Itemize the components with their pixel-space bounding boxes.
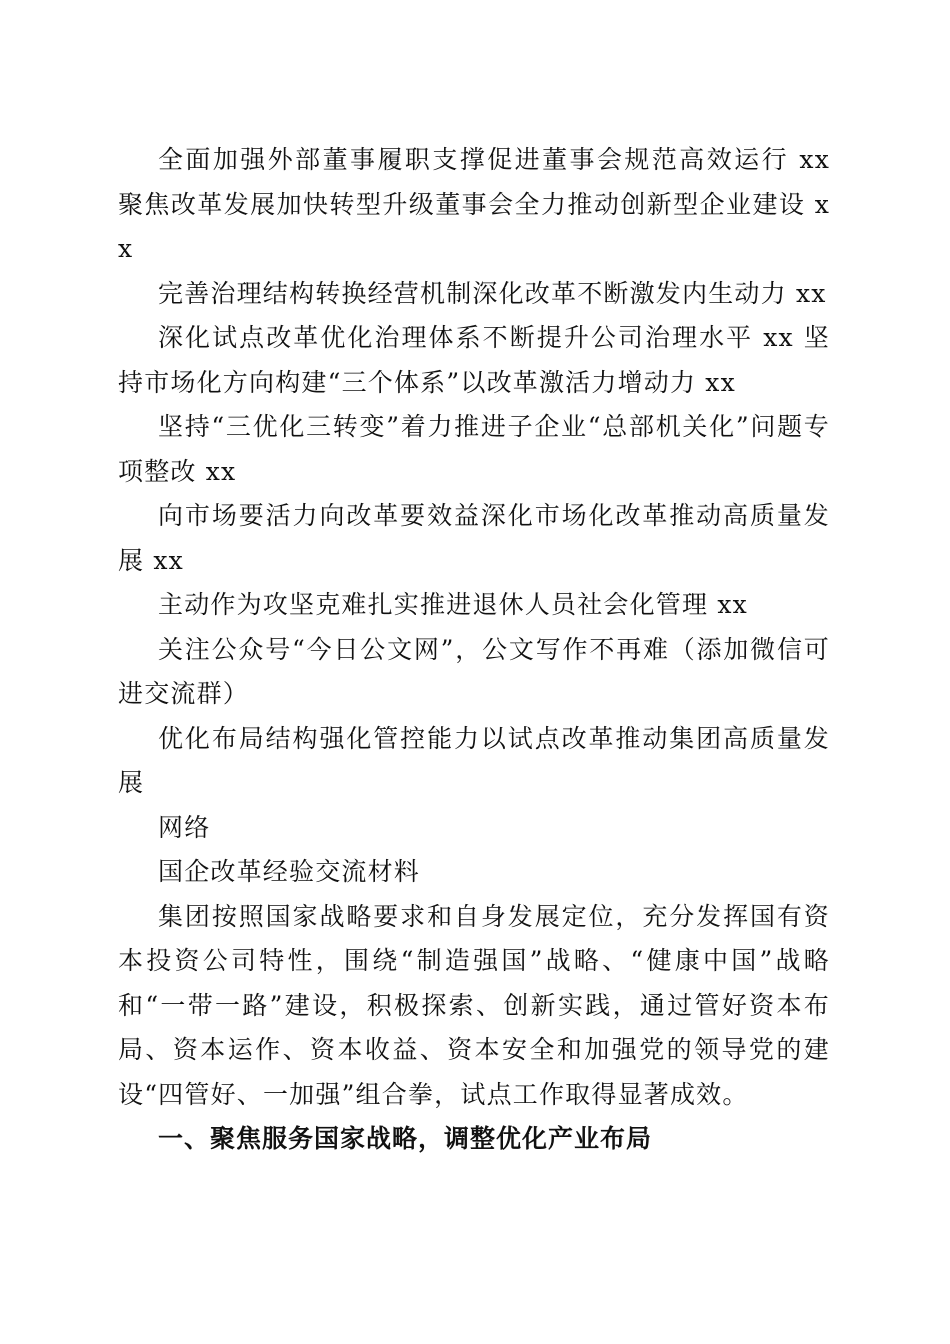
paragraph-optimize-layout: 优化布局结构强化管控能力以试点改革推动集团高质量发展 <box>118 723 830 797</box>
paragraph-title-exchange-material: 国企改革经验交流材料 <box>158 857 421 886</box>
paragraph-network: 网络 <box>158 812 211 842</box>
paragraph-board-support: 全面加强外部董事履职支撑促进董事会规范高效运行 xx 聚焦改革发展加快转型升级董事会全力推动创新型企业建设 xx <box>118 145 830 263</box>
paragraph-pilot-reform: 深化试点改革优化治理体系不断提升公司治理水平 xx 坚持市场化方向构建“三个体系”以改革激活力增动力 xx <box>118 323 830 397</box>
paragraph-market-vitality: 向市场要活力向改革要效益深化市场化改革推动高质量发展 xx <box>118 501 830 575</box>
paragraph-retiree-management: 主动作为攻坚克难扎实推进退休人员社会化管理 xx <box>158 590 748 619</box>
paragraph-governance-structure: 完善治理结构转换经营机制深化改革不断激发内生动力 xx <box>158 278 827 308</box>
paragraph-group-intro: 集团按照国家战略要求和自身发展定位，充分发挥国有资本投资公司特性，围绕“制造强国”战略、“健康中国”战略和“一带一路”建设，积极探索、创新实践，通过管好资本布局、资本运作、资本收益、资本安全和加强党的领导党的建设“四管好、一加强”组合拳，试点工作取得显著成效。 <box>118 901 830 1109</box>
document-body <box>118 138 830 1162</box>
section-heading: 一、聚焦服务国家战略，调整优化产业布局 <box>158 1124 653 1153</box>
paragraph-three-optimizations: 坚持“三优化三转变”着力推进子企业“总部机关化”问题专项整改 xx <box>118 412 830 486</box>
paragraph-follow-account: 关注公众号“今日公文网”，公文写作不再难（添加微信可进交流群） <box>118 634 830 708</box>
